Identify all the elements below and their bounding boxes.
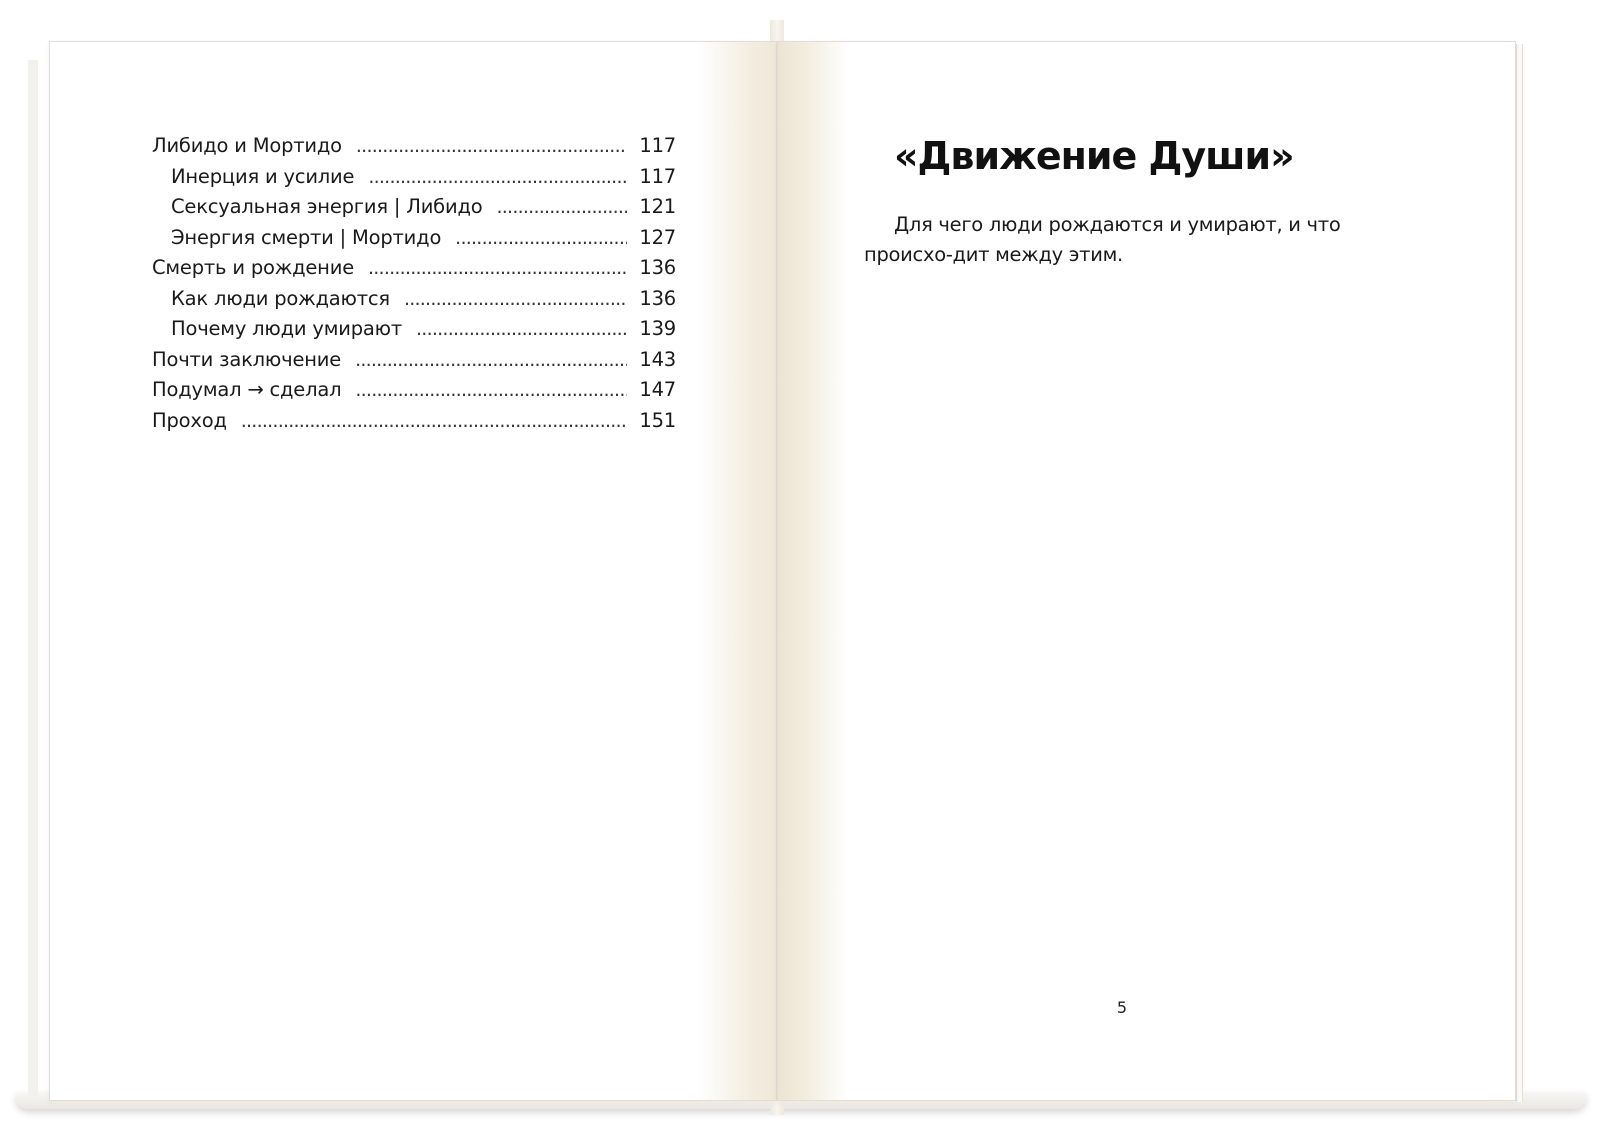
toc-leader-dots [404,288,627,310]
toc-entry-page: 143 [639,347,676,371]
page-number: 5 [1116,998,1128,1017]
toc-entry[interactable] [152,256,676,287]
toc-leader-dots [355,349,627,371]
toc-entry-title: Сексуальная энергия | Либидо [171,195,483,218]
toc-entry-title: Как люди рождаются [171,286,390,310]
book-bottom-shadow [52,1101,1512,1107]
toc-entry[interactable] [152,378,676,409]
toc-entry-page: 117 [639,164,676,188]
toc-leader-dots [355,379,627,401]
right-gutter-shadow [778,42,848,1100]
toc-leader-dots [416,318,627,340]
toc-entry-page: 151 [639,408,676,432]
toc-entry[interactable] [152,317,676,348]
toc-entry-page: 136 [639,286,676,310]
toc-entry[interactable] [152,134,676,165]
toc-entry-title: Почти заключение [152,347,342,371]
toc-leader-dots [241,410,628,432]
toc-entry[interactable] [152,287,676,318]
right-page [778,42,1515,1100]
toc-entry-page: 136 [639,256,676,279]
toc-entry-title: Подумал → сделал [152,378,342,401]
left-gutter-shadow [696,42,776,1100]
toc-entry-page: 117 [639,134,676,157]
toc-leader-dots [356,135,627,157]
table-of-contents [152,134,676,439]
toc-entry-title: Смерть и рождение [152,256,354,279]
toc-entry-title: Почему люди умирают [171,317,403,340]
left-page [50,42,776,1100]
toc-entry-page: 121 [639,195,676,218]
toc-leader-dots [496,196,627,218]
chapter-intro-text: Для чего люди рождаются и умирают, и что происхо-дит между этим. [864,213,1341,266]
toc-entry-title: Инерция и усилие [171,164,355,188]
book-cover-edge [28,60,38,1100]
toc-entry[interactable] [152,195,676,226]
toc-entry-title: Проход [152,408,227,432]
toc-entry[interactable] [152,165,676,196]
toc-entry-page: 147 [639,378,676,401]
toc-leader-dots [368,257,627,279]
toc-leader-dots [368,166,627,188]
toc-entry[interactable] [152,409,676,440]
toc-entry[interactable] [152,348,676,379]
chapter-title: «Движение Души» [894,134,1294,178]
toc-entry-page: 139 [639,317,676,340]
toc-entry[interactable] [152,226,676,257]
toc-entry-title: Энергия смерти | Мортидо [171,225,442,249]
toc-entry-page: 127 [639,225,676,249]
toc-leader-dots [455,227,627,249]
toc-entry-title: Либидо и Мортидо [152,134,342,157]
